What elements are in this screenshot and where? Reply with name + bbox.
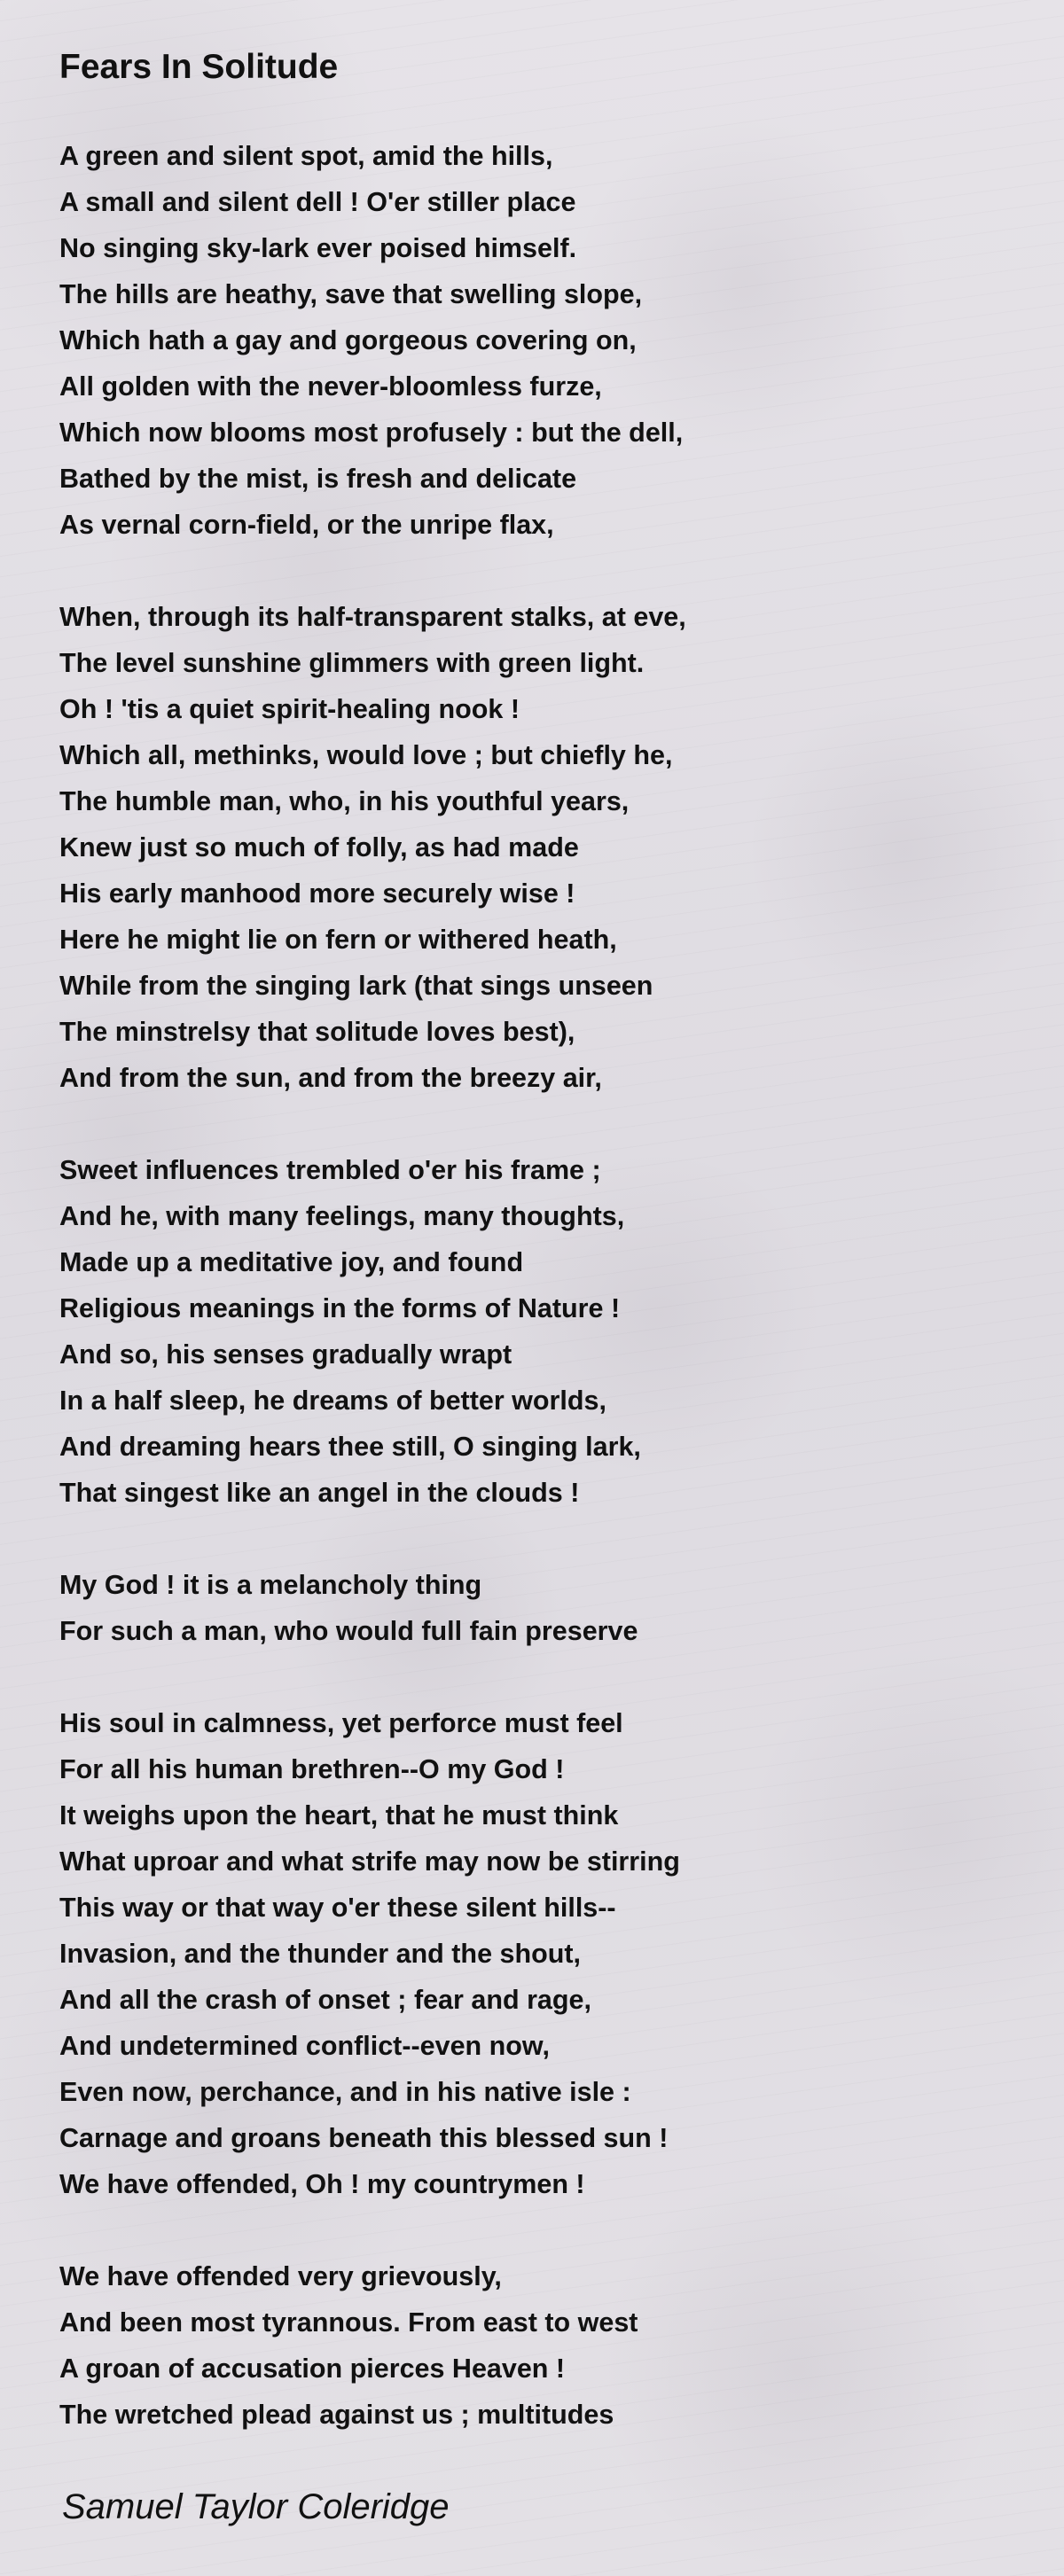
poem-line: The hills are heathy, save that swelling slope, (59, 279, 643, 309)
poem-line: Even now, perchance, and in his native isle : (59, 2077, 631, 2107)
poem-line: The level sunshine glimmers with green light. (59, 648, 645, 678)
poem-line: His soul in calmness, yet perforce must feel (59, 1708, 623, 1738)
poem-line: The humble man, who, in his youthful years, (59, 786, 630, 816)
stanza (59, 133, 1035, 548)
poem-line: For such a man, who would full fain preserve (59, 1616, 638, 1646)
poem-line: And dreaming hears thee still, O singing lark, (59, 1432, 641, 1462)
poem-line: Religious meanings in the forms of Nature ! (59, 1293, 621, 1323)
poem-line: Oh ! 'tis a quiet spirit-healing nook ! (59, 694, 520, 724)
poem-line: That singest like an angel in the clouds ! (59, 1478, 580, 1508)
poem-line: And undetermined conflict--even now, (59, 2031, 550, 2061)
stanza (59, 1700, 1035, 2207)
poem-line: My God ! it is a melancholy thing (59, 1570, 482, 1600)
poem-line: What uproar and what strife may now be stirring (59, 1846, 680, 1877)
poem-line: Here he might lie on fern or withered heath, (59, 925, 617, 955)
poem-line: Knew just so much of folly, as had made (59, 832, 579, 863)
poem-title: Fears In Solitude (59, 48, 339, 86)
poem-line: Which all, methinks, would love ; but chiefly he, (59, 740, 673, 770)
poem-line: His early manhood more securely wise ! (59, 878, 575, 909)
poem-line: As vernal corn-field, or the unripe flax, (59, 510, 554, 540)
poem-line: A small and silent dell ! O'er stiller place (59, 187, 576, 217)
poem-line: Which hath a gay and gorgeous covering on, (59, 325, 637, 355)
poem-line: All golden with the never-bloomless furze, (59, 371, 602, 402)
poem-line: It weighs upon the heart, that he must think (59, 1800, 619, 1831)
poem-line: And so, his senses gradually wrapt (59, 1339, 512, 1370)
poem-line: A groan of accusation pierces Heaven ! (59, 2354, 566, 2384)
poem-line: Carnage and groans beneath this blessed sun ! (59, 2123, 669, 2153)
stanza (59, 2253, 1035, 2438)
poem-line: This way or that way o'er these silent hills-- (59, 1893, 616, 1923)
poem-line: And he, with many feelings, many thoughts, (59, 1201, 625, 1231)
poem-line: No singing sky-lark ever poised himself. (59, 233, 577, 263)
poem-line: Bathed by the mist, is fresh and delicate (59, 464, 577, 494)
poem-line: And all the crash of onset ; fear and rage, (59, 1985, 591, 2015)
poem-line: We have offended, Oh ! my countrymen ! (59, 2169, 585, 2199)
poem-body (59, 133, 1035, 2484)
poem-line: For all his human brethren--O my God ! (59, 1754, 565, 1784)
poem-line: Sweet influences trembled o'er his frame ; (59, 1155, 601, 1185)
stanza (59, 1147, 1035, 1516)
poem-line: The minstrelsy that solitude loves best), (59, 1017, 575, 1047)
poem-line: And from the sun, and from the breezy air, (59, 1063, 602, 1093)
poem-line: And been most tyrannous. From east to west (59, 2307, 638, 2338)
poem-line: While from the singing lark (that sings unseen (59, 971, 653, 1001)
poem-line: We have offended very grievously, (59, 2261, 502, 2291)
poem-line: When, through its half-transparent stalks, at eve, (59, 602, 686, 632)
poem-line: A green and silent spot, amid the hills, (59, 141, 553, 171)
poem-line: Invasion, and the thunder and the shout, (59, 1939, 581, 1969)
poem-line: In a half sleep, he dreams of better worlds, (59, 1386, 606, 1416)
poem-author: Samuel Taylor Coleridge (62, 2487, 450, 2526)
stanza (59, 594, 1035, 1101)
stanza (59, 1562, 1035, 1654)
poem-line: Made up a meditative joy, and found (59, 1247, 524, 1277)
poem-line: Which now blooms most profusely : but the dell, (59, 418, 684, 448)
poem-line: The wretched plead against us ; multitudes (59, 2400, 614, 2430)
